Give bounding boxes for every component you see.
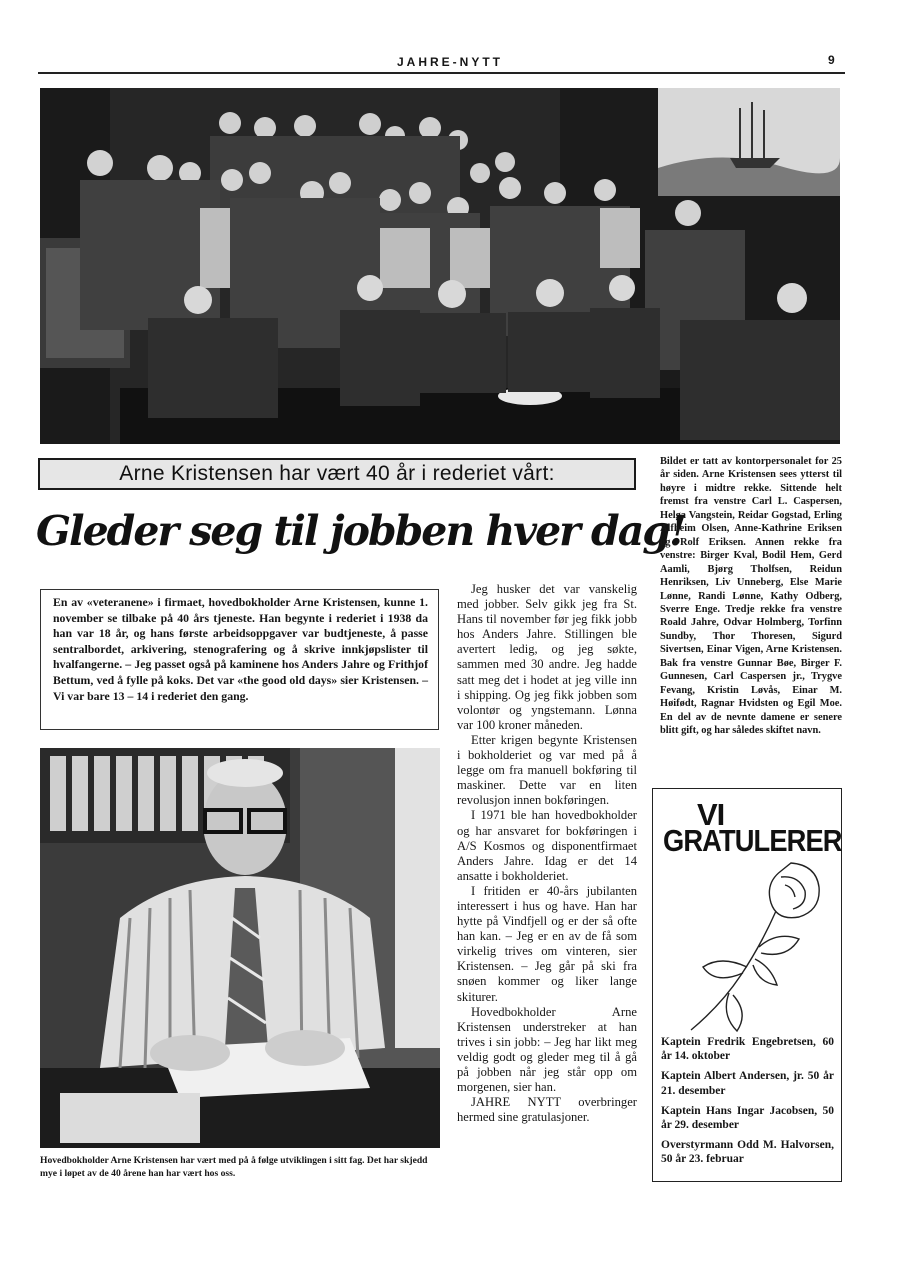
page-number: 9 (828, 53, 835, 67)
congrats-entry: Overstyrmann Odd M. Halvorsen, 50 år 23. februar (661, 1139, 834, 1166)
portrait-caption: Hovedbokholder Arne Kristensen har vært med på å følge utviklingen i sitt fag. Det har skjedd mye i løpet av de 40 årene han har vært hos oss. (40, 1155, 428, 1179)
congratulations-box (652, 788, 842, 1182)
portrait-photo (40, 748, 440, 1148)
kicker-text: Arne Kristensen har vært 40 år i rederiet vårt: (119, 462, 555, 485)
running-header: JAHRE-NYTT (396, 55, 503, 69)
body-paragraph: JAHRE NYTT overbringer hermed sine gratulasjoner. (457, 1095, 637, 1125)
congrats-title-vi: VI (697, 797, 725, 832)
congrats-entry: Kaptein Albert Andersen, jr. 50 år 21. desember (661, 1070, 834, 1097)
body-paragraph: Etter krigen begynte Kristensen i bokholderiet og var med på å legge om fra manuell bokføring til maskiner. Dette var en liten revolusjon innen bokføringen. (457, 732, 637, 808)
rose-illustration (681, 855, 831, 1035)
article-kicker-banner (38, 458, 636, 490)
body-paragraph: Jeg husker det var vanskelig med jobber. Selv gikk jeg fra St. Hans til november før jeg fikk jobb hos Anders Jahre. Stillingen ble avertert ledig, og jeg søkte, sammen med 30 andre. Jeg hadde satt meg det i hodet at jeg ville inn i shipping. Og jeg fikk jobben som volontør og yngstemann. Lønna var 100 kroner måneden. (457, 582, 637, 732)
header-rule (38, 72, 845, 74)
body-paragraph: I fritiden er 40-års jubilanten interessert i hus og have. Han har hytte på Vindfjell og er der så ofte han kan. – Jeg er en av de få som virkelig trives om vinteren, sier Kristensen. – Jeg går på ski fra snøen kommer og liker lange skiturer. (457, 883, 637, 1004)
body-paragraph: I 1971 ble han hovedbokholder og har ansvaret for bokføringen i A/S Kosmos og disponentfirmaet Anders Jahre. Idag er det 14 ansatte i bokholderiet. (457, 808, 637, 883)
congrats-entry: Kaptein Fredrik Engebretsen, 60 år 14. oktober (661, 1036, 834, 1063)
article-headline: Gleder seg til jobben hver dag! (36, 507, 685, 555)
congrats-entries (661, 1035, 834, 1173)
congrats-title-gratulerer: GRATULERER (663, 823, 842, 858)
article-body (457, 582, 637, 1125)
group-photo (40, 88, 840, 444)
body-paragraph: Hovedbokholder Arne Kristensen understreker at han trives i sin jobb: – Jeg har likt meg veldig godt og gleder meg til å gå på jobben når jeg står opp om morgenen, sier han. (457, 1004, 637, 1095)
intro-box: En av «veteranene» i firmaet, hovedbokholder Arne Kristensen, kunne 1. november se tilbake på 40 års tjeneste. Han begynte i rederiet i 1938 da han var 18 år, og hans første arbeidsoppgaver var budtjeneste, å passe sentralbordet, arkivering, stenografering og å skrive innkjøpslister til hvalfangerne. – Jeg passet også på kaminene hos Anders Jahre og Frithjof Bettum, ved å fylle på koks. Det var «the good old days» sier Kristensen. – Vi var bare 13 – 14 i rederiet den gang. (40, 589, 439, 730)
congrats-entry: Kaptein Hans Ingar Jacobsen, 50 år 29. desember (661, 1104, 834, 1132)
group-photo-caption: Bildet er tatt av kontorpersonalet for 25 år siden. Arne Kristensen sees ytterst til høyre i midtre rekke. Sittende helt fremst fra venstre Carl L. Caspersen, Helga Vangstein, Reidar Gogstad, Erling Alfheim Olsen, Anne-Kathrine Eriksen og Rolf Eriksen. Annen rekke fra venstre: Birger Kval, Bodil Hem, Gerd Aamli, Bjørg Tholfsen, Reidun Henriksen, Liv Unneberg, Else Marie Lønne, Randi Lønne, Kathy Odberg, Sverre Enge. Tredje rekke fra venstre Roald Jahre, Odvar Holmberg, Torfinn Sundby, Thor Thoresen, Sigurd Sivertsen, Einar Vigen, Arne Kristensen. Bak fra venstre Gunnar Bøe, Birger F. Gunnesen, Carl Caspersen jr., Trygve Fevang, Kristin Løvås, Einar M. Høifødt, Ragnar Hvidsten og Egil Moe. En del av de nevnte damene er senere blitt gift, og har således skiftet navn. (660, 456, 842, 737)
